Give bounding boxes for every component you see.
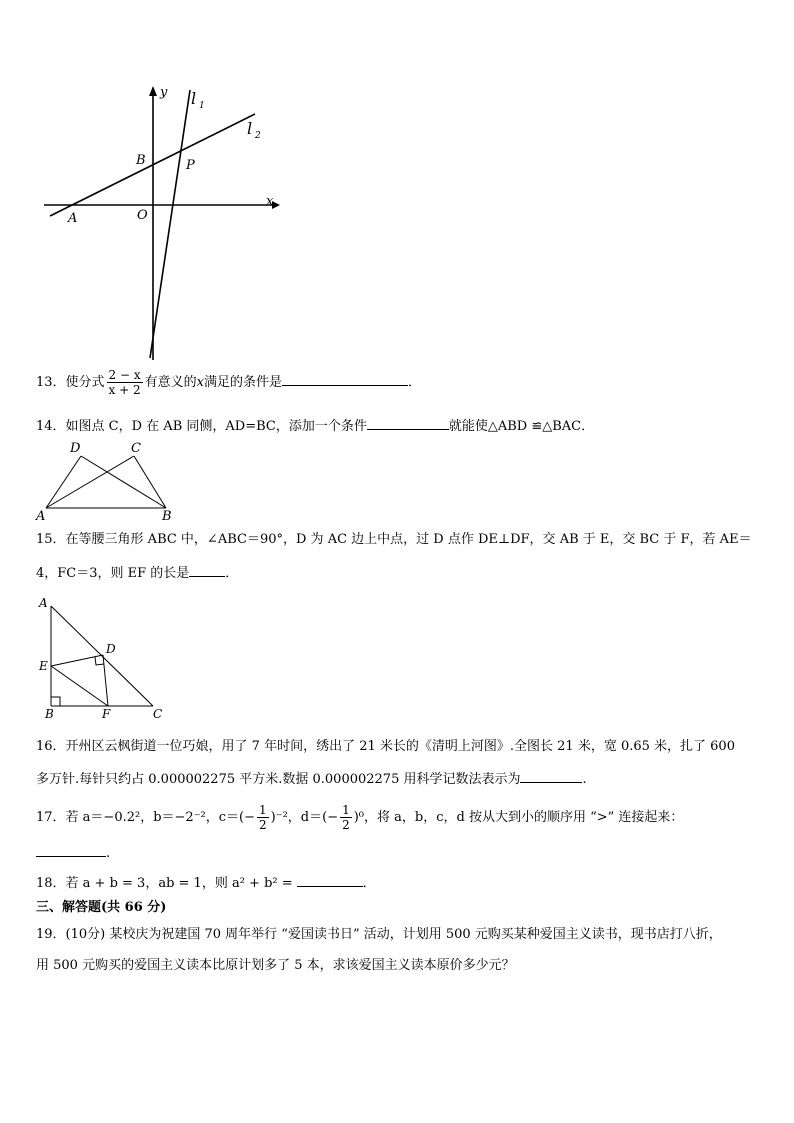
q16-text-b: . bbox=[582, 772, 587, 787]
q17-fraction-d bbox=[340, 803, 352, 832]
q13-end: ． bbox=[408, 375, 422, 390]
line-l1 bbox=[150, 90, 190, 358]
q13-prefix: 13．使分式 bbox=[36, 375, 105, 390]
q17-end: . bbox=[106, 846, 111, 861]
label-D: D bbox=[70, 441, 81, 456]
question-19-line-2: 用 500 元购买的爱国主义读本比原计划多了 5 本，求该爱国主义读本原价多少元？ bbox=[36, 958, 515, 973]
right-angle-B bbox=[51, 697, 60, 706]
label-C: C bbox=[153, 707, 163, 721]
label-F: F bbox=[102, 707, 111, 721]
q15-answer-blank[interactable] bbox=[189, 562, 225, 577]
q17-text-b: )⁻²，d＝(− bbox=[270, 810, 339, 825]
label-D: D bbox=[106, 642, 116, 656]
question-18 bbox=[36, 872, 376, 894]
q17-text-a: 17．若 a＝−0.2²，b＝−2⁻²，c＝(− bbox=[36, 810, 256, 825]
question-13 bbox=[36, 368, 421, 397]
q13-answer-blank[interactable] bbox=[282, 371, 408, 386]
quadrilateral-figure bbox=[34, 438, 184, 524]
q14-answer-blank[interactable] bbox=[367, 415, 449, 430]
q16-answer-blank[interactable] bbox=[520, 768, 582, 783]
label-y: y bbox=[160, 85, 168, 100]
segment-AD bbox=[46, 456, 81, 508]
q15-text-a: 4，FC＝3，则 EF 的长是 bbox=[36, 566, 190, 581]
question-16-line-2 bbox=[36, 768, 587, 790]
q18-end: ． bbox=[362, 876, 376, 891]
label-B: B bbox=[162, 509, 172, 524]
coordinate-figure bbox=[40, 80, 290, 365]
question-14 bbox=[36, 415, 594, 437]
question-19-line-1: 19．(10分) 某校庆为祝建国 70 周年举行 “爱国读书日” 活动，计划用 500 元购买某种爱国主义读书，现书店打八折， bbox=[36, 927, 722, 942]
q18-text: 18．若 a + b = 3，ab = 1，则 a² + b² = bbox=[36, 876, 293, 891]
label-x: x bbox=[266, 194, 274, 209]
q13-var: x bbox=[196, 375, 204, 390]
q17-c-num: 1 bbox=[259, 803, 267, 817]
right-angle-D bbox=[95, 657, 104, 665]
q13-suffix-b: 满足的条件是 bbox=[204, 375, 283, 390]
q17-d-den: 2 bbox=[342, 818, 350, 832]
label-B: B bbox=[136, 153, 146, 168]
q13-suffix-a: 有意义的 bbox=[144, 375, 197, 390]
section-heading: 三、解答题(共 66 分) bbox=[36, 900, 167, 915]
q18-answer-blank[interactable] bbox=[297, 872, 363, 887]
q16-text-a: 多万针.每针只约占 0.000002275 平方米.数据 0.000002275 用科学记数法表示为 bbox=[36, 772, 521, 787]
question-17 bbox=[36, 798, 683, 838]
q15-text-b: ． bbox=[225, 566, 239, 581]
label-l2: l bbox=[247, 119, 253, 138]
label-l2-sub: 2 bbox=[255, 131, 261, 141]
q13-numerator: 2 − x bbox=[108, 368, 141, 382]
q14-text-b: 就能使△ABD ≌△BAC． bbox=[448, 419, 595, 434]
q17-fraction-c bbox=[257, 803, 269, 832]
label-E: E bbox=[39, 659, 48, 673]
q14-text-a: 14．如图点 C，D 在 AB 同侧，AD=BC，添加一个条件 bbox=[36, 419, 367, 434]
label-l1-sub: 1 bbox=[199, 101, 205, 111]
label-B: B bbox=[45, 707, 54, 721]
q17-answer-blank[interactable] bbox=[36, 842, 106, 857]
segment-AC bbox=[46, 456, 134, 508]
triangle-figure bbox=[34, 594, 174, 724]
question-15-line-2 bbox=[36, 562, 238, 584]
label-O: O bbox=[137, 208, 148, 223]
label-P: P bbox=[186, 158, 195, 173]
question-15-line-1: 15．在等腰三角形 ABC 中，∠ABC＝90°，D 为 AC 边上中点，过 D 点作 DE⊥DF，交 AB 于 E，交 BC 于 F，若 AE＝ bbox=[36, 532, 752, 547]
question-16-line-1: 16．开州区云枫街道一位巧娘，用了 7 年时间，绣出了 21 米长的《清明上河图》.全图长 21 米，宽 0.65 米，扎了 600 bbox=[36, 739, 735, 754]
question-17-answer bbox=[36, 842, 110, 864]
q17-text-c: )⁰，将 a，b，c，d 按从大到小的顺序用 “>” 连接起来： bbox=[353, 810, 684, 825]
label-A: A bbox=[36, 509, 46, 524]
segment-AC bbox=[51, 606, 153, 706]
label-C: C bbox=[131, 441, 141, 456]
segment-DF bbox=[103, 655, 108, 706]
label-A: A bbox=[68, 211, 78, 226]
y-axis-arrow bbox=[149, 86, 157, 96]
segment-BC bbox=[134, 456, 166, 508]
q17-d-num: 1 bbox=[342, 803, 350, 817]
segment-BD bbox=[81, 456, 166, 508]
q13-fraction bbox=[107, 368, 143, 397]
q13-denominator: x + 2 bbox=[108, 383, 141, 397]
q17-c-den: 2 bbox=[259, 818, 267, 832]
label-l1: l bbox=[191, 89, 197, 108]
label-A: A bbox=[39, 596, 48, 610]
